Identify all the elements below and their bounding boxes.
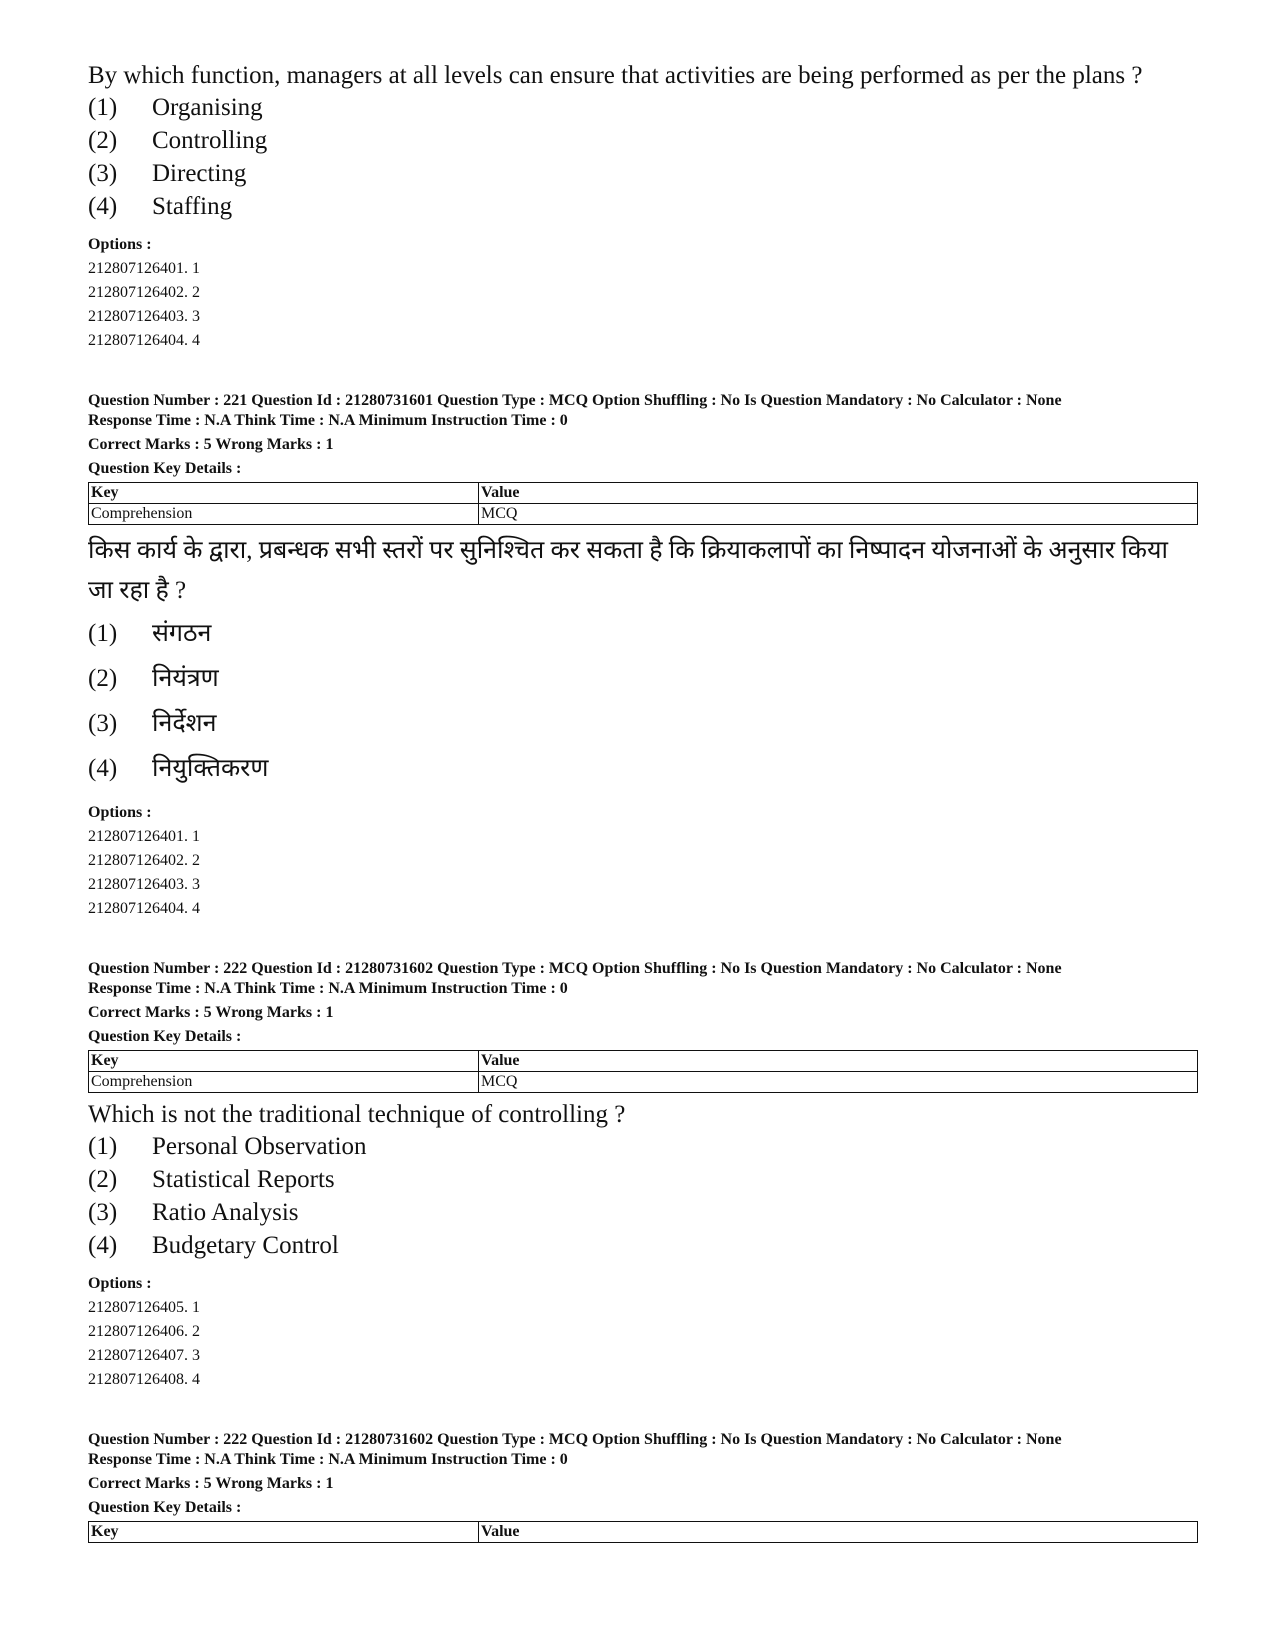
option-id: 212807126405. 1 [88, 1299, 200, 1316]
choice-number: (1) [88, 1133, 118, 1160]
meta-line-timing: Response Time : N.A Think Time : N.A Minimum Instruction Time : 0 [88, 1451, 568, 1468]
question-text: Which is not the traditional technique of controlling ? [88, 1101, 626, 1128]
choice-label: Personal Observation [152, 1133, 367, 1160]
table-cell-value: MCQ [479, 504, 1198, 525]
question-text: किस कार्य के द्वारा, प्रबन्धक सभी स्तरों पर सुनिश्चित कर सकता है कि क्रियाकलापों का निष्पादन योजनाओं के अनुसार किया जा रहा है ? [88, 537, 1168, 604]
choice-3 [88, 1196, 1198, 1229]
question-block-en-2 [88, 1099, 1198, 1392]
question-block-hi [88, 531, 1198, 921]
choice-3 [88, 701, 1198, 746]
meta-line-timing: Response Time : N.A Think Time : N.A Minimum Instruction Time : 0 [88, 412, 568, 429]
table-header-value: Value [479, 1522, 1198, 1543]
choice-2 [88, 1163, 1198, 1196]
option-id: 212807126402. 2 [88, 852, 200, 869]
choice-label: Ratio Analysis [152, 1199, 299, 1226]
choice-number: (1) [88, 94, 118, 121]
choice-number: (4) [88, 755, 118, 782]
meta-line-question-info: Question Number : 221 Question Id : 21280731601 Question Type : MCQ Option Shuffling : No Is Question Mandatory : No Calculator : None [88, 392, 1062, 409]
meta-line-key-details: Question Key Details : [88, 460, 242, 477]
choice-1 [88, 611, 1198, 656]
choice-number: (3) [88, 160, 118, 187]
choice-number: (3) [88, 1199, 118, 1226]
option-id: 212807126408. 4 [88, 1371, 200, 1388]
choice-1 [88, 1130, 1198, 1163]
options-label: Options : [88, 236, 152, 253]
choice-label: Statistical Reports [152, 1166, 335, 1193]
table-header-row [89, 483, 1198, 504]
table-header-value: Value [479, 1051, 1198, 1072]
choice-label: Staffing [152, 193, 233, 220]
option-id: 212807126402. 2 [88, 284, 200, 301]
key-details-table [88, 482, 1198, 525]
option-id: 212807126404. 4 [88, 900, 200, 917]
meta-line-question-info: Question Number : 222 Question Id : 21280731602 Question Type : MCQ Option Shuffling : No Is Question Mandatory : No Calculator : None [88, 1431, 1062, 1448]
question-meta-222 [88, 959, 1198, 1047]
choice-4 [88, 190, 1198, 223]
meta-line-question-info: Question Number : 222 Question Id : 21280731602 Question Type : MCQ Option Shuffling : No Is Question Mandatory : No Calculator : None [88, 960, 1062, 977]
key-details-table [88, 1050, 1198, 1093]
table-row [89, 1072, 1198, 1093]
meta-line-marks: Correct Marks : 5 Wrong Marks : 1 [88, 436, 334, 453]
option-id: 212807126403. 3 [88, 876, 200, 893]
question-block-en-1 [88, 60, 1198, 353]
choice-1 [88, 91, 1198, 124]
table-header-value: Value [479, 483, 1198, 504]
choice-4 [88, 1229, 1198, 1262]
meta-line-key-details: Question Key Details : [88, 1499, 242, 1516]
option-id: 212807126401. 1 [88, 260, 200, 277]
choice-number: (2) [88, 127, 118, 154]
meta-line-marks: Correct Marks : 5 Wrong Marks : 1 [88, 1004, 334, 1021]
option-id: 212807126406. 2 [88, 1323, 200, 1340]
options-label: Options : [88, 804, 152, 821]
key-details-table [88, 1521, 1198, 1543]
meta-line-marks: Correct Marks : 5 Wrong Marks : 1 [88, 1475, 334, 1492]
meta-line-timing: Response Time : N.A Think Time : N.A Minimum Instruction Time : 0 [88, 980, 568, 997]
table-row [89, 504, 1198, 525]
option-id: 212807126404. 4 [88, 332, 200, 349]
table-header-key: Key [89, 483, 479, 504]
question-meta-221 [88, 391, 1198, 479]
option-id: 212807126403. 3 [88, 308, 200, 325]
choice-2 [88, 124, 1198, 157]
question-text: By which function, managers at all levels can ensure that activities are being performed as per the plans ? [88, 62, 1143, 89]
question-meta-222-repeat [88, 1430, 1198, 1518]
document-page [88, 60, 1198, 1549]
meta-line-key-details: Question Key Details : [88, 1028, 242, 1045]
choice-number: (3) [88, 710, 118, 737]
choice-label: नियंत्रण [152, 665, 219, 692]
options-label: Options : [88, 1275, 152, 1292]
choice-label: नियुक्तिकरण [152, 755, 269, 782]
table-header-key: Key [89, 1522, 479, 1543]
table-cell-key: Comprehension [89, 1072, 479, 1093]
choice-number: (4) [88, 1232, 118, 1259]
choice-label: Directing [152, 160, 247, 187]
choice-number: (2) [88, 665, 118, 692]
choice-number: (2) [88, 1166, 118, 1193]
choice-3 [88, 157, 1198, 190]
table-header-key: Key [89, 1051, 479, 1072]
option-id: 212807126401. 1 [88, 828, 200, 845]
option-id: 212807126407. 3 [88, 1347, 200, 1364]
table-cell-key: Comprehension [89, 504, 479, 525]
choice-number: (1) [88, 620, 118, 647]
choice-2 [88, 656, 1198, 701]
choice-label: संगठन [152, 620, 212, 647]
choice-label: Budgetary Control [152, 1232, 339, 1259]
table-cell-value: MCQ [479, 1072, 1198, 1093]
choice-label: Organising [152, 94, 263, 121]
choice-number: (4) [88, 193, 118, 220]
choice-4 [88, 746, 1198, 791]
table-header-row [89, 1051, 1198, 1072]
choice-label: निर्देशन [152, 710, 217, 737]
choice-label: Controlling [152, 127, 268, 154]
table-header-row [89, 1522, 1198, 1543]
